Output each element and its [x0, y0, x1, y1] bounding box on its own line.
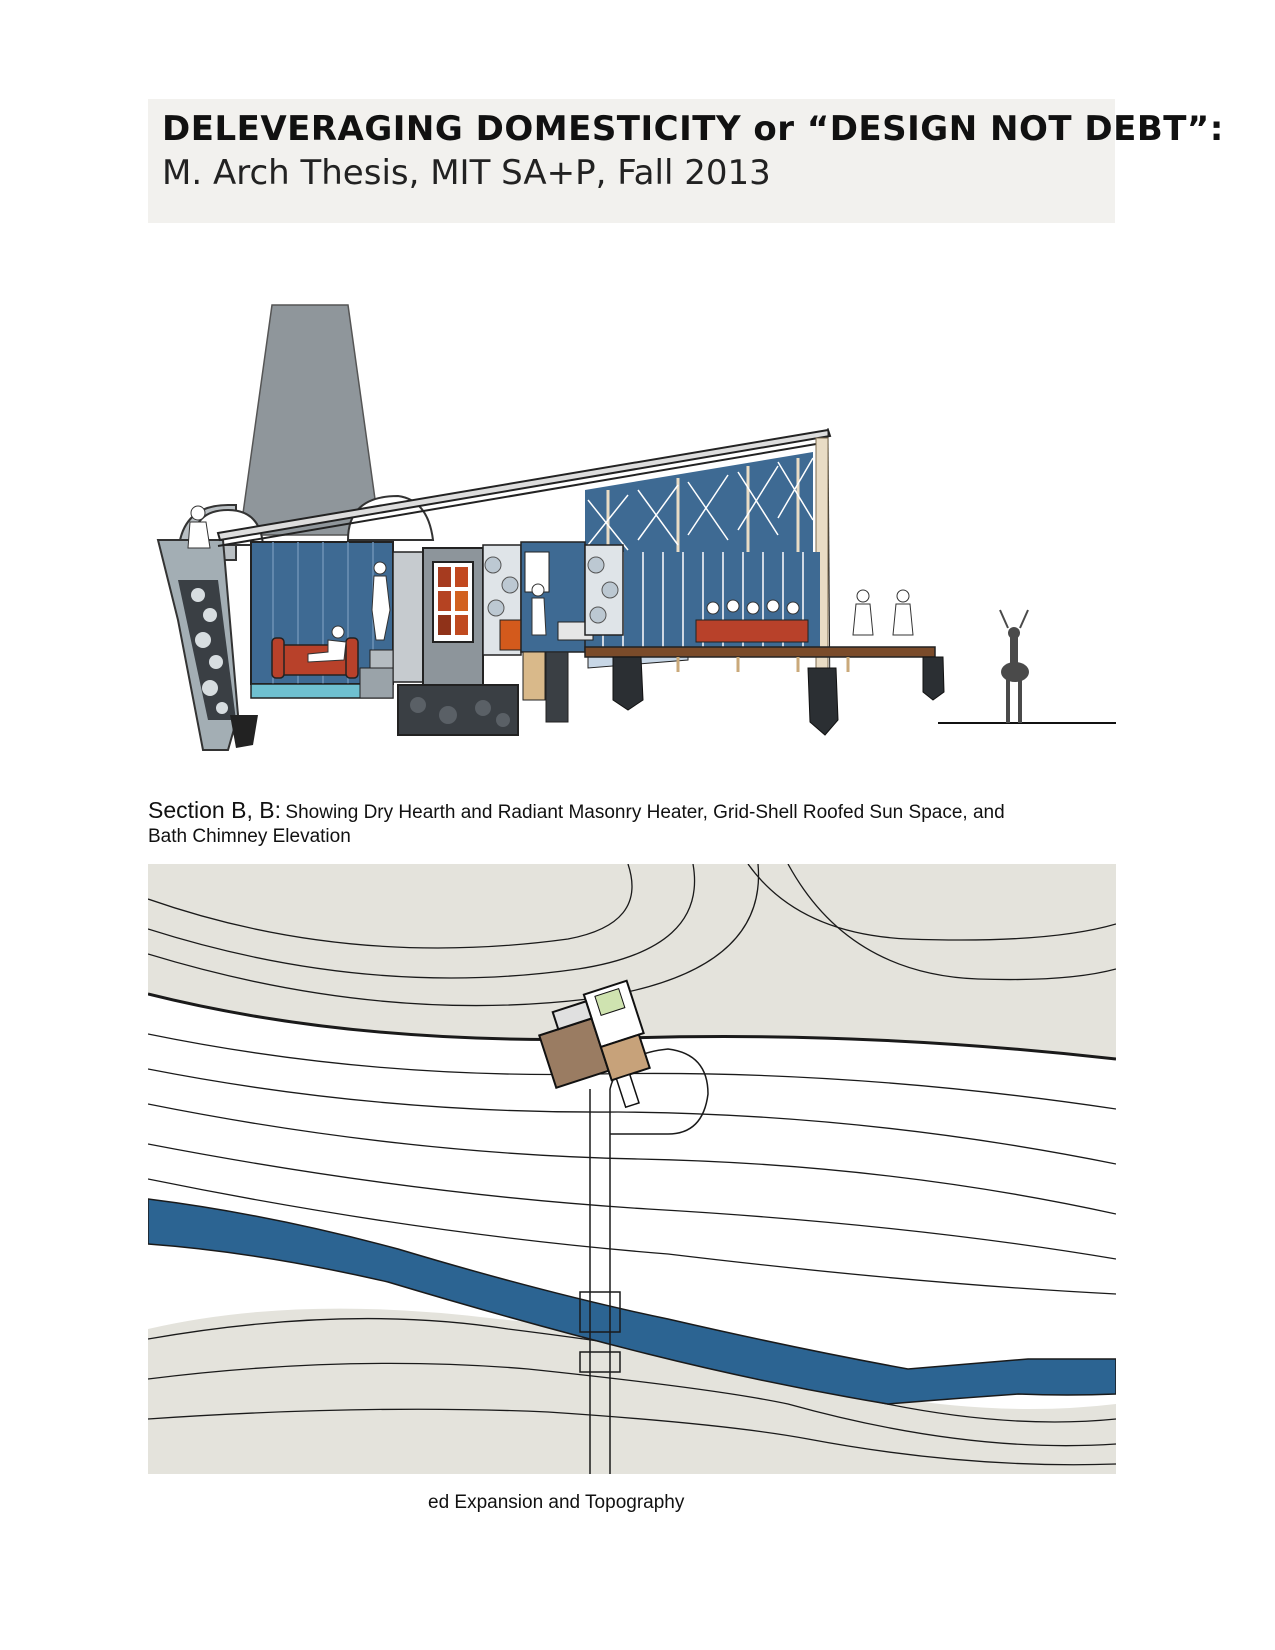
deer-silhouette [1000, 610, 1029, 723]
section-caption-line2: Bath Chimney Elevation [148, 826, 351, 847]
document-subtitle: M. Arch Thesis, MIT SA+P, Fall 2013 [162, 153, 771, 193]
title-box [148, 99, 1224, 223]
bath-masonry-base [158, 540, 258, 750]
section-caption [148, 797, 1128, 848]
document-title: DELEVERAGING DOMESTICITY or “DESIGN NOT DEBT”: [162, 109, 1224, 149]
building-section-drawing [148, 290, 1118, 780]
section-caption-lead: Section B, B: [148, 797, 281, 823]
section-caption-text: Showing Dry Hearth and Radiant Masonry Heater, Grid-Shell Roofed Sun Space, and [285, 802, 1005, 823]
plan-caption: ed Expansion and Topography [428, 1492, 685, 1513]
site-plan-drawing [148, 864, 1116, 1474]
